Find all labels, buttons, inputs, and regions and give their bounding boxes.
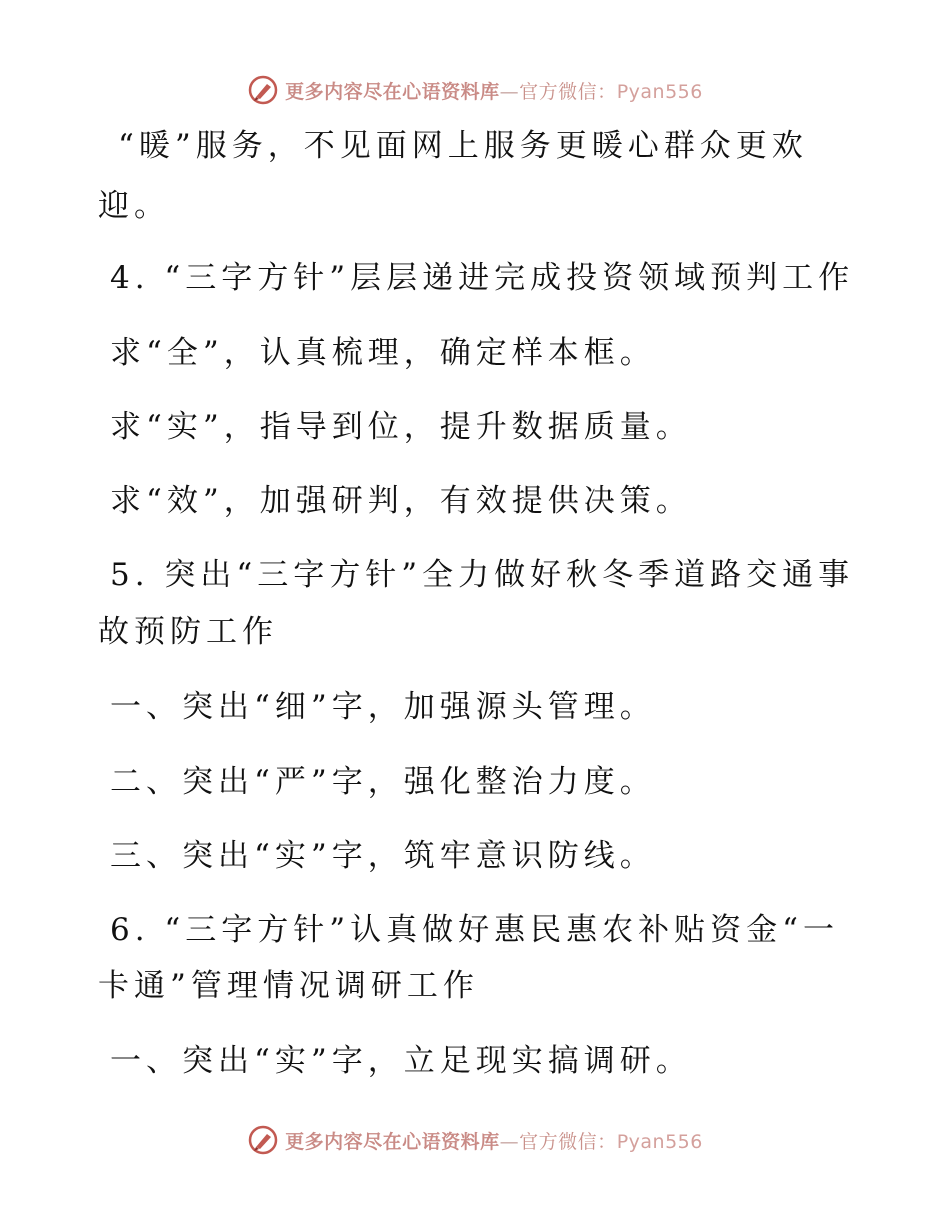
watermark-footer [0,1120,950,1160]
text-line: 一、突出“实”字，立足现实搞调研。 [110,1043,692,1079]
text-line: 6. “三字方针”认真做好惠民惠农补贴资金“一 [110,912,839,948]
watermark-brand: 更多内容尽在心语资料库 [285,1130,500,1153]
text-line: 故预防工作 [98,614,278,650]
watermark-account: Pyan556 [616,80,703,103]
watermark-text [285,1127,703,1154]
text-line: 一、突出“细”字，加强源头管理。 [110,689,656,725]
text-line: 二、突出“严”字，强化整治力度。 [110,764,656,800]
text-line: 求“全”，认真梳理，确定样本框。 [110,335,656,371]
watermark-official: 官方微信： [519,1130,617,1153]
text-line: 5. 突出“三字方针”全力做好秋冬季道路交通事 [110,557,855,593]
text-line: 三、突出“实”字，筑牢意识防线。 [110,838,656,874]
text-line: 迎。 [98,188,170,224]
text-line: 求“效”，加强研判，有效提供决策。 [110,483,692,519]
text-line: “暖”服务，不见面网上服务更暖心群众更欢 [118,128,808,164]
pen-logo-icon [247,1124,279,1156]
text-line: 求“实”，指导到位，提升数据质量。 [110,409,692,445]
watermark-official: 官方微信： [519,80,617,103]
text-line: 4. “三字方针”层层递进完成投资领域预判工作 [110,260,855,296]
watermark-separator: — [499,80,520,103]
watermark-account: Pyan556 [616,1130,703,1153]
watermark-separator: — [499,1130,520,1153]
watermark-brand: 更多内容尽在心语资料库 [285,80,500,103]
text-line: 卡通”管理情况调研工作 [98,968,479,1004]
